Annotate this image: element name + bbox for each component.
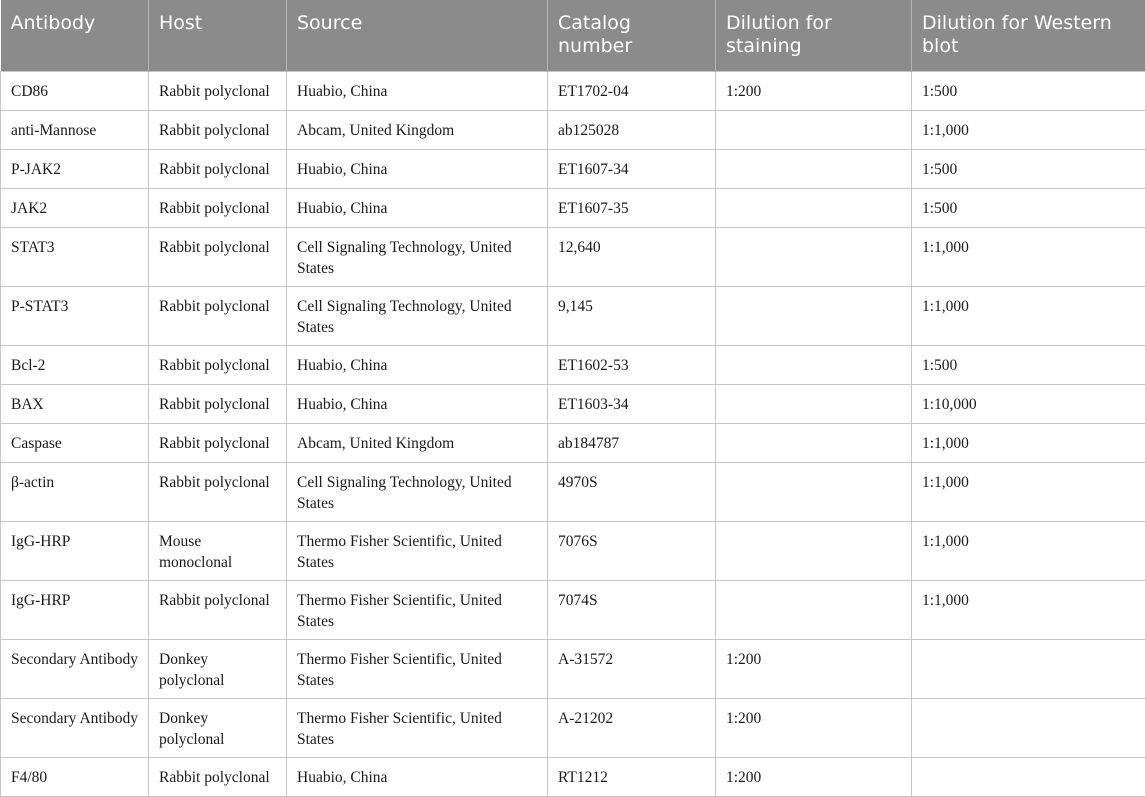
cell-dilution-western: 1:500: [912, 149, 1145, 188]
cell-antibody: Secondary Antibody: [1, 698, 149, 757]
cell-dilution-western: 1:500: [912, 71, 1145, 110]
cell-dilution-western: 1:10,000: [912, 384, 1145, 423]
header-catalog-number: Catalog number: [548, 0, 716, 71]
table-row: [1, 462, 1145, 521]
header-row: [1, 0, 1145, 71]
cell-source: Thermo Fisher Scientific, United States: [287, 521, 548, 580]
cell-antibody: STAT3: [1, 227, 149, 286]
cell-catalog: RT1212: [548, 757, 716, 796]
cell-antibody: IgG-HRP: [1, 580, 149, 639]
cell-dilution-staining: [716, 188, 912, 227]
cell-host: Rabbit polyclonal: [149, 110, 287, 149]
cell-antibody: BAX: [1, 384, 149, 423]
cell-host: Rabbit polyclonal: [149, 423, 287, 462]
cell-source: Abcam, United Kingdom: [287, 423, 548, 462]
cell-antibody: P-JAK2: [1, 149, 149, 188]
cell-dilution-staining: 1:200: [716, 698, 912, 757]
cell-source: Huabio, China: [287, 384, 548, 423]
cell-dilution-staining: [716, 149, 912, 188]
table-row: [1, 698, 1145, 757]
cell-catalog: ET1602-53: [548, 345, 716, 384]
cell-dilution-staining: [716, 423, 912, 462]
cell-antibody: anti-Mannose: [1, 110, 149, 149]
cell-dilution-staining: [716, 580, 912, 639]
cell-host: Rabbit polyclonal: [149, 188, 287, 227]
cell-host: Rabbit polyclonal: [149, 757, 287, 796]
cell-source: Thermo Fisher Scientific, United States: [287, 639, 548, 698]
cell-dilution-western: 1:1,000: [912, 521, 1145, 580]
cell-catalog: 12,640: [548, 227, 716, 286]
cell-antibody: P-STAT3: [1, 286, 149, 345]
cell-host: Rabbit polyclonal: [149, 149, 287, 188]
cell-antibody: JAK2: [1, 188, 149, 227]
cell-catalog: ET1607-35: [548, 188, 716, 227]
cell-catalog: 7074S: [548, 580, 716, 639]
cell-source: Huabio, China: [287, 188, 548, 227]
cell-dilution-staining: [716, 521, 912, 580]
cell-antibody: β-actin: [1, 462, 149, 521]
cell-source: Huabio, China: [287, 71, 548, 110]
table-row: [1, 384, 1145, 423]
cell-dilution-western: 1:1,000: [912, 423, 1145, 462]
header-host: Host: [149, 0, 287, 71]
cell-source: Huabio, China: [287, 149, 548, 188]
cell-host: Donkey polyclonal: [149, 639, 287, 698]
cell-host: Rabbit polyclonal: [149, 71, 287, 110]
cell-antibody: IgG-HRP: [1, 521, 149, 580]
cell-host: Donkey polyclonal: [149, 698, 287, 757]
cell-antibody: F4/80: [1, 757, 149, 796]
cell-host: Rabbit polyclonal: [149, 580, 287, 639]
cell-dilution-staining: 1:200: [716, 757, 912, 796]
cell-catalog: 9,145: [548, 286, 716, 345]
cell-dilution-staining: [716, 345, 912, 384]
cell-dilution-staining: [716, 227, 912, 286]
cell-dilution-staining: 1:200: [716, 639, 912, 698]
cell-dilution-western: 1:500: [912, 345, 1145, 384]
table-row: [1, 639, 1145, 698]
cell-catalog: ET1702-04: [548, 71, 716, 110]
cell-source: Cell Signaling Technology, United States: [287, 462, 548, 521]
table-row: [1, 757, 1145, 796]
cell-catalog: ET1607-34: [548, 149, 716, 188]
cell-catalog: A-31572: [548, 639, 716, 698]
table-row: [1, 286, 1145, 345]
cell-source: Huabio, China: [287, 757, 548, 796]
table-row: [1, 345, 1145, 384]
cell-dilution-western: 1:1,000: [912, 110, 1145, 149]
table-row: [1, 580, 1145, 639]
cell-dilution-staining: [716, 462, 912, 521]
cell-dilution-staining: 1:200: [716, 71, 912, 110]
cell-source: Huabio, China: [287, 345, 548, 384]
cell-catalog: ab184787: [548, 423, 716, 462]
header-antibody: Antibody: [1, 0, 149, 71]
cell-dilution-staining: [716, 286, 912, 345]
cell-host: Rabbit polyclonal: [149, 462, 287, 521]
table-row: [1, 188, 1145, 227]
table-row: [1, 521, 1145, 580]
cell-dilution-western: 1:1,000: [912, 580, 1145, 639]
cell-source: Thermo Fisher Scientific, United States: [287, 698, 548, 757]
cell-catalog: 4970S: [548, 462, 716, 521]
cell-dilution-staining: [716, 384, 912, 423]
cell-source: Cell Signaling Technology, United States: [287, 286, 548, 345]
cell-dilution-western: 1:1,000: [912, 227, 1145, 286]
cell-dilution-western: 1:1,000: [912, 286, 1145, 345]
cell-host: Rabbit polyclonal: [149, 384, 287, 423]
table-row: [1, 110, 1145, 149]
cell-dilution-western: [912, 757, 1145, 796]
cell-host: Rabbit polyclonal: [149, 286, 287, 345]
cell-antibody: Secondary Antibody: [1, 639, 149, 698]
table-row: [1, 227, 1145, 286]
cell-catalog: A-21202: [548, 698, 716, 757]
table-row: [1, 71, 1145, 110]
table-row: [1, 423, 1145, 462]
header-dilution-staining: Dilution for staining: [716, 0, 912, 71]
table-row: [1, 149, 1145, 188]
cell-dilution-western: 1:1,000: [912, 462, 1145, 521]
cell-antibody: Bcl-2: [1, 345, 149, 384]
cell-dilution-western: [912, 698, 1145, 757]
cell-dilution-western: 1:500: [912, 188, 1145, 227]
cell-source: Cell Signaling Technology, United States: [287, 227, 548, 286]
cell-source: Thermo Fisher Scientific, United States: [287, 580, 548, 639]
cell-dilution-staining: [716, 110, 912, 149]
cell-host: Rabbit polyclonal: [149, 345, 287, 384]
cell-antibody: Caspase: [1, 423, 149, 462]
cell-dilution-western: [912, 639, 1145, 698]
cell-source: Abcam, United Kingdom: [287, 110, 548, 149]
cell-catalog: ab125028: [548, 110, 716, 149]
cell-catalog: 7076S: [548, 521, 716, 580]
header-dilution-western-blot: Dilution for Western blot: [912, 0, 1145, 71]
cell-antibody: CD86: [1, 71, 149, 110]
cell-host: Mouse monoclonal: [149, 521, 287, 580]
header-source: Source: [287, 0, 548, 71]
cell-catalog: ET1603-34: [548, 384, 716, 423]
cell-host: Rabbit polyclonal: [149, 227, 287, 286]
